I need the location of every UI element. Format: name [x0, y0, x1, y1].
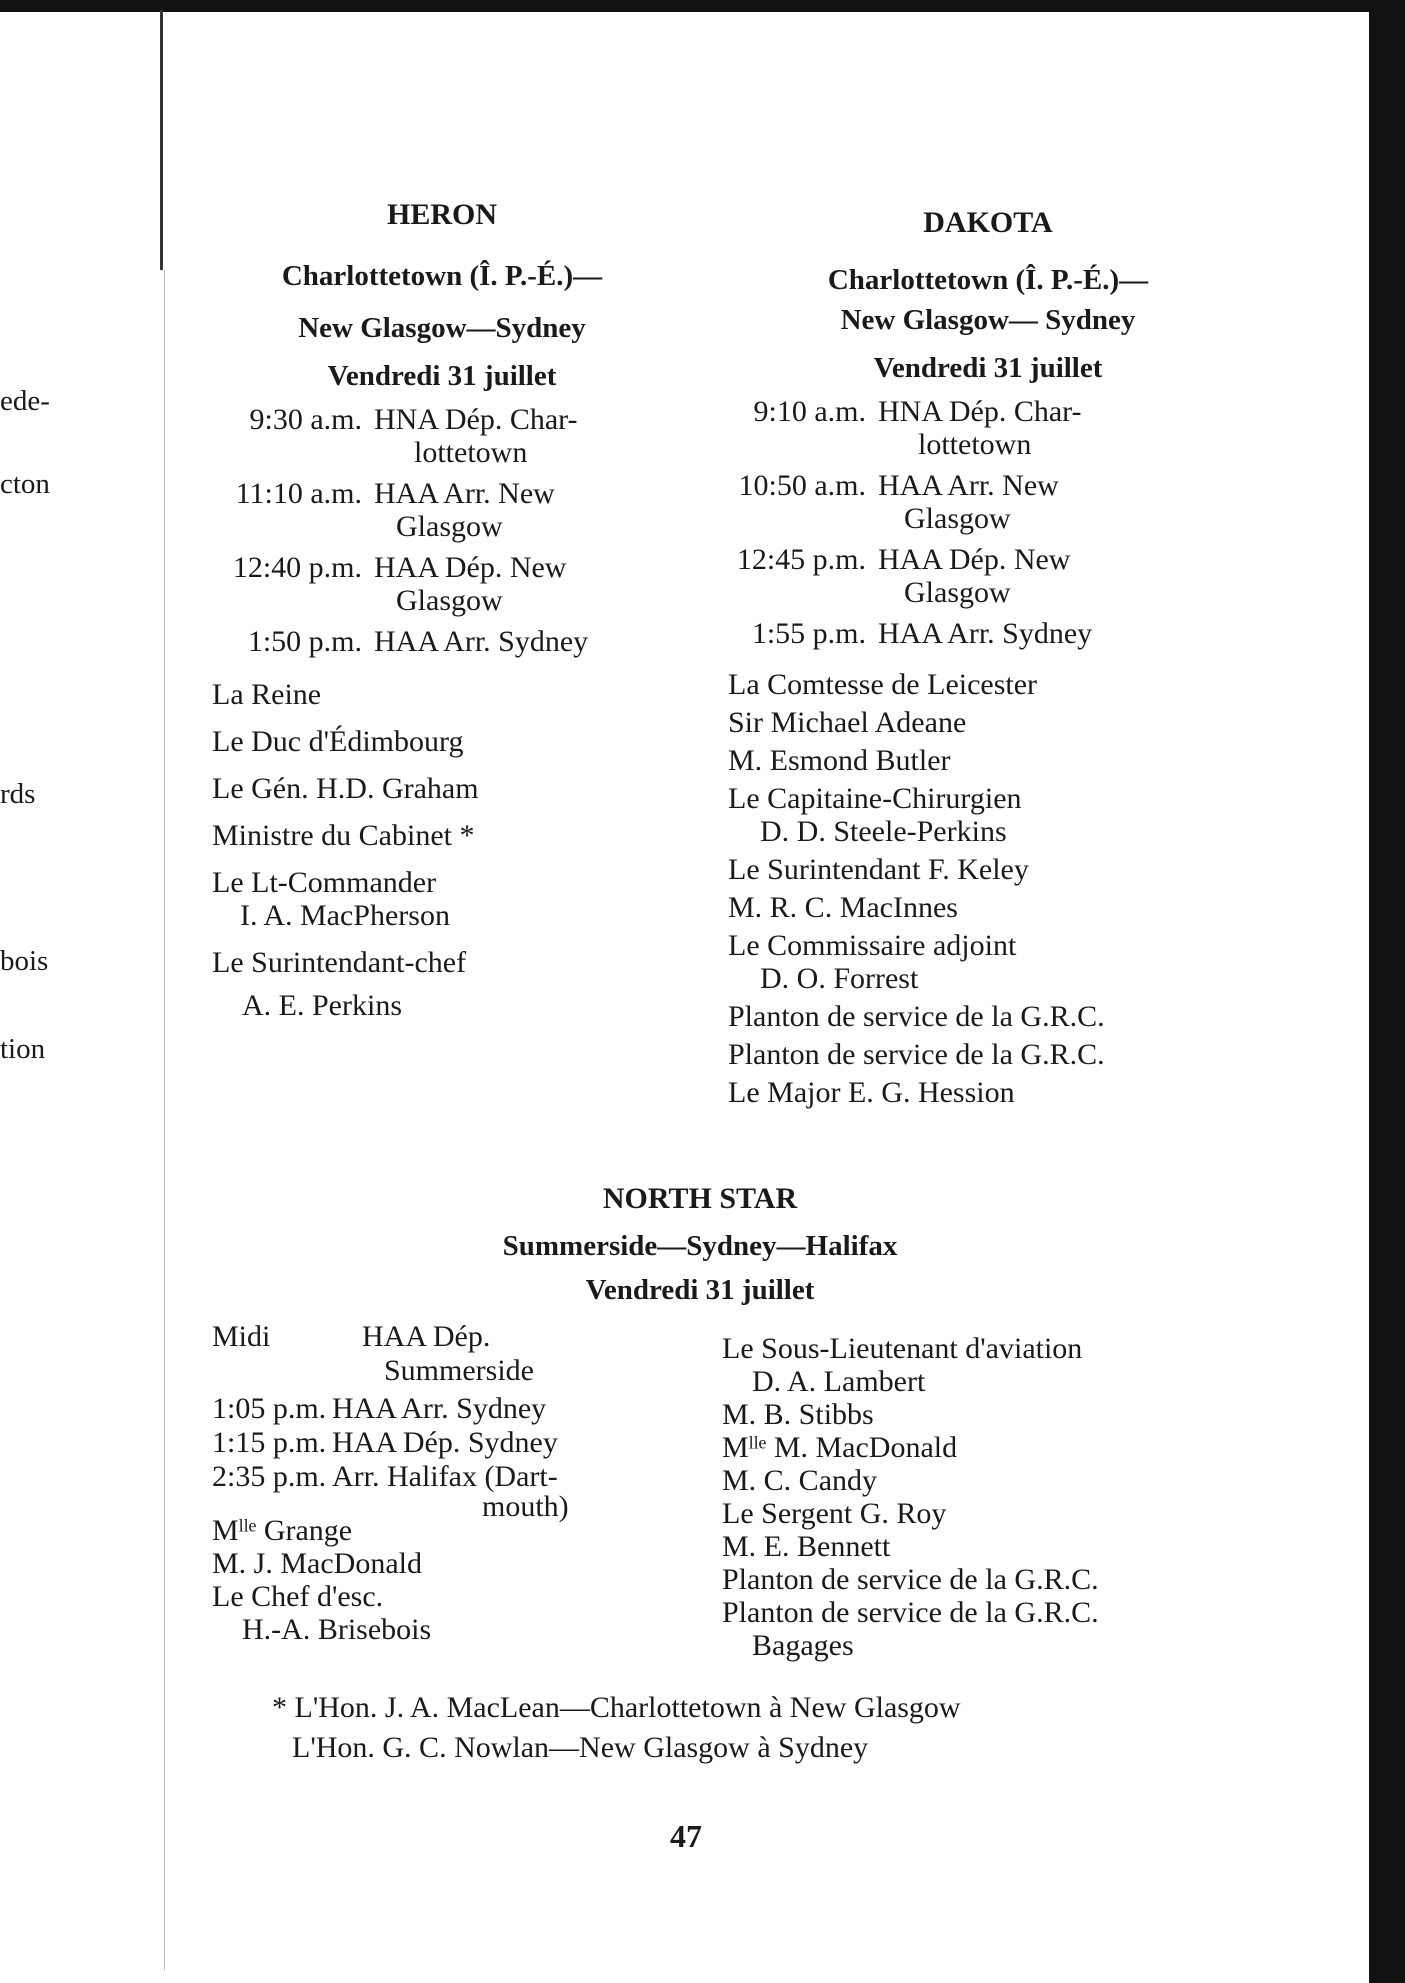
schedule-time: 12:40 p.m. [232, 551, 362, 584]
passenger-name: M. R. C. MacInnes [728, 891, 958, 924]
heron-date: Vendredi 31 juillet [327, 360, 557, 392]
passenger-name: M. J. MacDonald [212, 1547, 422, 1580]
north-star-date: Vendredi 31 juillet [585, 1274, 815, 1306]
schedule-time: 10:50 a.m. [738, 469, 866, 502]
passenger [212, 1580, 702, 1646]
page-binding-line [160, 10, 163, 270]
schedule-desc-cont: Glasgow [396, 510, 503, 543]
dakota-section [728, 206, 1248, 1114]
passenger-name-cont: Bagages [752, 1629, 854, 1662]
schedule-desc-cont: lottetown [414, 436, 528, 469]
passenger [722, 1464, 1222, 1497]
schedule-row [728, 395, 1248, 461]
schedule-desc: HAA Arr. Sydney [878, 617, 1093, 650]
passenger-name: La Reine [212, 678, 322, 711]
passenger-name: Planton de service de la G.R.C. [722, 1596, 1099, 1629]
schedule-time: 1:15 p.m. [212, 1426, 327, 1459]
schedule-desc: HNA Dép. Char- [374, 403, 578, 436]
schedule-row [728, 469, 1248, 535]
schedule-row [212, 1428, 702, 1458]
schedule-row [212, 625, 672, 658]
schedule-desc: HAA Dép. New [878, 543, 1071, 576]
schedule-desc: HAA Arr. New [878, 469, 1059, 502]
edge-fragment: cton [0, 468, 50, 500]
passenger-name: Le Duc d'Édimbourg [212, 725, 464, 758]
schedule-row [212, 551, 672, 617]
passenger [212, 866, 672, 932]
passenger [728, 1076, 1248, 1109]
passenger-name: La Comtesse de Leicester [728, 668, 1038, 701]
schedule-time: 9:10 a.m. [753, 395, 866, 428]
passenger [212, 819, 672, 852]
passenger [722, 1398, 1222, 1431]
heron-title: HERON [386, 198, 497, 231]
dakota-schedule [728, 395, 1248, 650]
schedule-desc: HAA Arr. Sydney [332, 1392, 547, 1425]
schedule-row [212, 1394, 702, 1424]
passenger-name: Planton de service de la G.R.C. [728, 1000, 1105, 1033]
passenger-name: Le Commissaire adjoint [728, 929, 1017, 962]
scan-right-border [1369, 0, 1405, 1983]
schedule-desc: HAA Dép. [362, 1320, 491, 1353]
passenger [728, 1000, 1248, 1033]
schedule-row [728, 617, 1248, 650]
schedule-desc: Arr. Halifax (Dart- [332, 1460, 558, 1493]
schedule-row [212, 1322, 702, 1386]
schedule-time: 9:30 a.m. [249, 403, 362, 436]
schedule-time: 1:05 p.m. [212, 1392, 327, 1425]
passenger-name: Le Chef d'esc. [212, 1580, 384, 1613]
schedule-time: 2:35 p.m. [212, 1460, 327, 1493]
schedule-row [212, 403, 672, 469]
passenger [212, 946, 672, 1022]
schedule-time: Midi [212, 1320, 271, 1353]
page-number: 47 [670, 1818, 702, 1854]
passenger [722, 1530, 1222, 1563]
heron-route-line2: New Glasgow—Sydney [298, 312, 586, 344]
dakota-route-line1: Charlottetown (Î. P.-É.)— [827, 264, 1149, 296]
passenger-name: Le Capitaine-Chirurgien [728, 782, 1022, 815]
north-star-passengers [722, 1332, 1222, 1662]
passenger-name-cont: D. A. Lambert [752, 1365, 926, 1398]
schedule-desc: HAA Arr. New [374, 477, 555, 510]
footnote-line1: * L'Hon. J. A. MacLean—Charlottetown à New Glasgow [272, 1691, 961, 1724]
north-star-header [200, 1182, 1200, 1307]
passenger [728, 1038, 1248, 1071]
passenger [212, 1547, 702, 1580]
dakota-route-line2: New Glasgow— Sydney [840, 304, 1136, 336]
passenger-name: Planton de service de la G.R.C. [722, 1563, 1099, 1596]
scan-top-border [0, 0, 1405, 12]
schedule-desc: HAA Dép. Sydney [332, 1426, 558, 1459]
page-binding-shadow [164, 270, 165, 1970]
schedule-row [212, 1462, 702, 1522]
north-star-title: NORTH STAR [602, 1182, 798, 1215]
footnote-line2: L'Hon. G. C. Nowlan—New Glasgow à Sydney [292, 1731, 869, 1764]
passenger [728, 853, 1248, 886]
dakota-passengers [728, 668, 1248, 1109]
edge-fragment: rds [0, 778, 36, 810]
passenger-name-cont: A. E. Perkins [242, 989, 402, 1022]
dakota-title: DAKOTA [923, 206, 1053, 239]
passenger-name: Mˡˡᵉ M. MacDonald [722, 1431, 958, 1464]
schedule-desc-cont: lottetown [918, 428, 1032, 461]
passenger [728, 668, 1248, 701]
passenger [722, 1332, 1222, 1398]
schedule-desc-cont: Summerside [384, 1354, 534, 1387]
passenger-name: Mˡˡᵉ Grange [212, 1514, 353, 1547]
heron-schedule [212, 403, 672, 658]
passenger-name: Le Lt-Commander [212, 866, 437, 899]
passenger-name-cont: D. D. Steele-Perkins [760, 815, 1007, 848]
heron-section [212, 198, 672, 1027]
passenger [728, 782, 1248, 848]
passenger-name: Le Major E. G. Hession [728, 1076, 1015, 1109]
schedule-time: 12:45 p.m. [736, 543, 866, 576]
passenger [212, 772, 672, 805]
edge-fragment: bois [0, 945, 49, 977]
passenger [722, 1563, 1222, 1596]
passenger-name: Sir Michael Adeane [728, 706, 967, 739]
passenger [728, 929, 1248, 995]
passenger-name: Le Surintendant-chef [212, 946, 467, 979]
schedule-time: 1:55 p.m. [751, 617, 866, 650]
schedule-desc-cont: mouth) [482, 1490, 569, 1523]
schedule-desc-cont: Glasgow [396, 584, 503, 617]
passenger [728, 706, 1248, 739]
passenger-name: Le Surintendant F. Keley [728, 853, 1029, 886]
schedule-desc: HNA Dép. Char- [878, 395, 1082, 428]
schedule-time: 1:50 p.m. [247, 625, 362, 658]
heron-passengers [212, 678, 672, 1022]
dakota-date: Vendredi 31 juillet [873, 352, 1103, 384]
heron-route-line1: Charlottetown (Î. P.-É.)— [281, 260, 603, 292]
passenger [728, 891, 1248, 924]
passenger-name-cont: D. O. Forrest [760, 962, 919, 995]
schedule-time: 11:10 a.m. [235, 477, 362, 510]
passenger-name: M. Esmond Butler [728, 744, 951, 777]
schedule-desc: HAA Dép. New [374, 551, 567, 584]
passenger-name: M. B. Stibbs [722, 1398, 874, 1431]
passenger [722, 1497, 1222, 1530]
passenger-name: Le Sergent G. Roy [722, 1497, 947, 1530]
passenger-name-cont: I. A. MacPherson [240, 899, 450, 932]
north-star-schedule [212, 1322, 702, 1646]
schedule-row [212, 477, 672, 543]
schedule-desc: HAA Arr. Sydney [374, 625, 589, 658]
passenger [728, 744, 1248, 777]
schedule-desc-cont: Glasgow [904, 502, 1011, 535]
passenger [212, 678, 672, 711]
passenger [212, 725, 672, 758]
north-star-route: Summerside—Sydney—Halifax [502, 1230, 898, 1262]
passenger-name: M. E. Bennett [722, 1530, 891, 1563]
passenger-name: Ministre du Cabinet * [212, 819, 475, 852]
edge-fragment: ede- [0, 385, 50, 417]
passenger-name: M. C. Candy [722, 1464, 878, 1497]
footnote [272, 1688, 1172, 1768]
passenger-name: Le Sous-Lieutenant d'aviation [722, 1332, 1083, 1365]
passenger-name: Planton de service de la G.R.C. [728, 1038, 1105, 1071]
passenger [722, 1431, 1222, 1464]
passenger-name-cont: H.-A. Brisebois [242, 1613, 432, 1646]
passenger [722, 1596, 1222, 1662]
schedule-desc-cont: Glasgow [904, 576, 1011, 609]
edge-fragment: tion [0, 1033, 46, 1065]
schedule-row [728, 543, 1248, 609]
passenger-name: Le Gén. H.D. Graham [212, 772, 479, 805]
